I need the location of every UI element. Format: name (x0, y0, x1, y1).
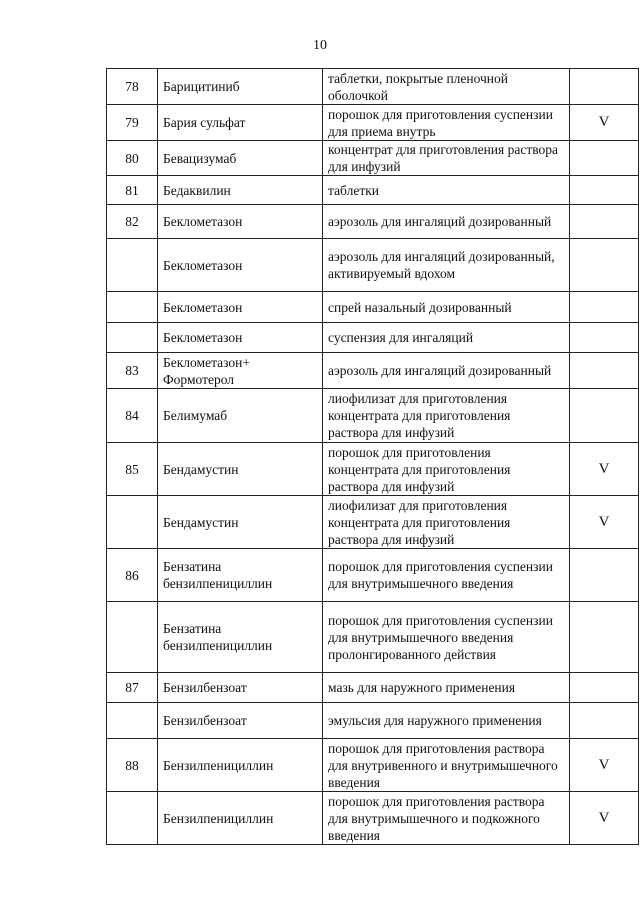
dosage-form-cell: суспензия для ингаляций (323, 323, 570, 353)
drug-name-cell: Беклометазон (158, 323, 323, 353)
dosage-form-cell: аэрозоль для ингаляций дозированный, активируемый вдохом (323, 239, 570, 292)
mark-cell (570, 69, 639, 105)
mark-cell: V (570, 443, 639, 496)
mark-cell (570, 239, 639, 292)
table-row (107, 323, 639, 353)
row-number-cell: 85 (107, 443, 158, 496)
row-number-cell: 86 (107, 549, 158, 602)
row-number-cell: 83 (107, 353, 158, 389)
mark-cell (570, 602, 639, 673)
table-row (107, 739, 639, 792)
row-number-cell: 84 (107, 389, 158, 443)
mark-cell (570, 323, 639, 353)
row-number-cell: 82 (107, 205, 158, 239)
dosage-form-cell: концентрат для приготовления раствора для инфузий (323, 141, 570, 176)
mark-cell: V (570, 105, 639, 141)
drug-name-cell: Бария сульфат (158, 105, 323, 141)
dosage-form-cell: эмульсия для наружного применения (323, 703, 570, 739)
dosage-form-cell: порошок для приготовления концентрата для приготовления раствора для инфузий (323, 443, 570, 496)
page-number: 10 (313, 38, 327, 53)
dosage-form-cell: лиофилизат для приготовления концентрата для приготовления раствора для инфузий (323, 389, 570, 443)
row-number-cell: 81 (107, 176, 158, 205)
drug-name-cell: Белимумаб (158, 389, 323, 443)
drug-table (106, 68, 639, 845)
table-row (107, 443, 639, 496)
row-number-cell (107, 292, 158, 323)
table-row (107, 792, 639, 845)
mark-cell: V (570, 739, 639, 792)
dosage-form-cell: аэрозоль для ингаляций дозированный (323, 353, 570, 389)
drug-name-cell: Бензилпенициллин (158, 792, 323, 845)
row-number-cell (107, 703, 158, 739)
table-row (107, 176, 639, 205)
table-row (107, 703, 639, 739)
drug-name-cell: Бензатина бензилпенициллин (158, 549, 323, 602)
drug-name-cell: Барицитиниб (158, 69, 323, 105)
drug-name-cell: Бензилбензоат (158, 703, 323, 739)
drug-name-cell: Бендамустин (158, 496, 323, 549)
drug-name-cell: Беклометазон+ Формотерол (158, 353, 323, 389)
mark-cell (570, 292, 639, 323)
drug-name-cell: Бензатина бензилпенициллин (158, 602, 323, 673)
row-number-cell: 80 (107, 141, 158, 176)
dosage-form-cell: порошок для приготовления суспензии для внутримышечного введения (323, 549, 570, 602)
dosage-form-cell: лиофилизат для приготовления концентрата для приготовления раствора для инфузий (323, 496, 570, 549)
drug-name-cell: Беклометазон (158, 205, 323, 239)
table-row (107, 292, 639, 323)
drug-name-cell: Беклометазон (158, 292, 323, 323)
drug-name-cell: Бевацизумаб (158, 141, 323, 176)
dosage-form-cell: порошок для приготовления раствора для внутривенного и внутримышечного введения (323, 739, 570, 792)
table-row (107, 239, 639, 292)
dosage-form-cell: таблетки, покрытые пленочной оболочкой (323, 69, 570, 105)
table-row (107, 105, 639, 141)
mark-cell (570, 673, 639, 703)
mark-cell (570, 353, 639, 389)
dosage-form-cell: аэрозоль для ингаляций дозированный (323, 205, 570, 239)
row-number-cell: 79 (107, 105, 158, 141)
table-row (107, 496, 639, 549)
table-row (107, 602, 639, 673)
table-body (107, 69, 639, 845)
dosage-form-cell: порошок для приготовления суспензии для внутримышечного введения пролонгированного действия (323, 602, 570, 673)
table-row (107, 673, 639, 703)
mark-cell (570, 176, 639, 205)
dosage-form-cell: спрей назальный дозированный (323, 292, 570, 323)
row-number-cell: 88 (107, 739, 158, 792)
row-number-cell: 78 (107, 69, 158, 105)
drug-name-cell: Беклометазон (158, 239, 323, 292)
table-row (107, 205, 639, 239)
mark-cell (570, 389, 639, 443)
drug-name-cell: Бедаквилин (158, 176, 323, 205)
row-number-cell (107, 602, 158, 673)
mark-cell (570, 549, 639, 602)
dosage-form-cell: порошок для приготовления раствора для внутримышечного и подкожного введения (323, 792, 570, 845)
table-row (107, 353, 639, 389)
row-number-cell (107, 496, 158, 549)
dosage-form-cell: мазь для наружного применения (323, 673, 570, 703)
table-row (107, 141, 639, 176)
drug-name-cell: Бендамустин (158, 443, 323, 496)
drug-name-cell: Бензилбензоат (158, 673, 323, 703)
row-number-cell: 87 (107, 673, 158, 703)
table-row (107, 69, 639, 105)
table-row (107, 549, 639, 602)
mark-cell (570, 205, 639, 239)
mark-cell: V (570, 792, 639, 845)
drug-name-cell: Бензилпенициллин (158, 739, 323, 792)
mark-cell (570, 141, 639, 176)
row-number-cell (107, 239, 158, 292)
dosage-form-cell: таблетки (323, 176, 570, 205)
row-number-cell (107, 323, 158, 353)
table-row (107, 389, 639, 443)
mark-cell (570, 703, 639, 739)
mark-cell: V (570, 496, 639, 549)
row-number-cell (107, 792, 158, 845)
dosage-form-cell: порошок для приготовления суспензии для приема внутрь (323, 105, 570, 141)
